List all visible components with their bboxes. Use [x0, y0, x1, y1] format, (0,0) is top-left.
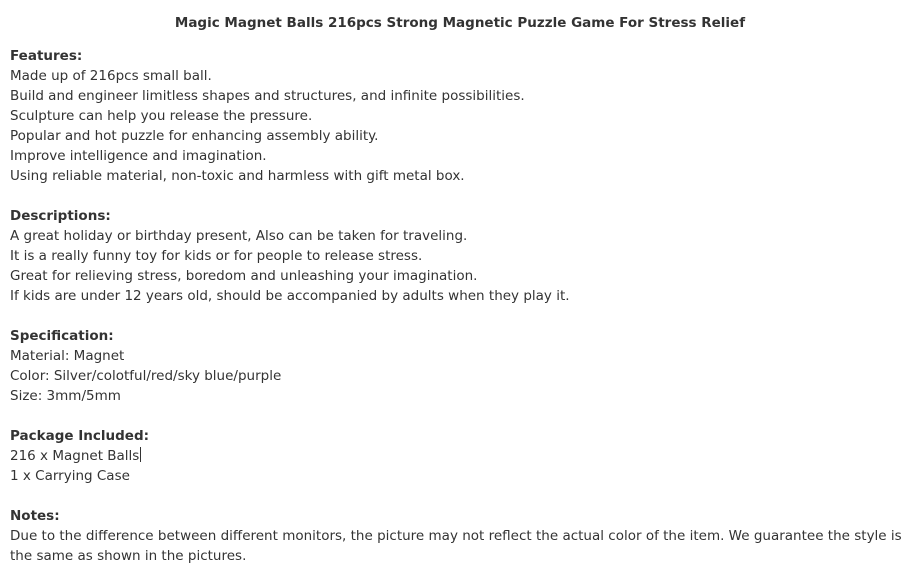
features-section: [10, 46, 910, 186]
notes-heading: Notes:: [10, 508, 60, 524]
spec-material: Material: Magnet: [10, 348, 125, 364]
package-line-with-caret[interactable]: [10, 446, 910, 466]
features-heading: Features:: [10, 48, 83, 64]
feature-line: Using reliable material, non-toxic and harmless with gift metal box.: [10, 168, 465, 184]
feature-line: Build and engineer limitless shapes and structures, and infinite possibilities.: [10, 88, 525, 104]
package-section: [10, 426, 910, 486]
specification-heading: Specification:: [10, 328, 114, 344]
feature-line: Improve intelligence and imagination.: [10, 148, 267, 164]
spec-size: Size: 3mm/5mm: [10, 388, 121, 404]
description-line: If kids are under 12 years old, should be accompanied by adults when they play it.: [10, 288, 570, 304]
spec-color: Color: Silver/colotful/red/sky blue/purple: [10, 368, 282, 384]
description-line: A great holiday or birthday present, Also can be taken for traveling.: [10, 228, 468, 244]
descriptions-heading: Descriptions:: [10, 208, 111, 224]
page-title: Magic Magnet Balls 216pcs Strong Magnetic Puzzle Game For Stress Relief: [174, 15, 746, 31]
description-line: It is a really funny toy for kids or for people to release stress.: [10, 248, 423, 264]
package-heading: Package Included:: [10, 428, 150, 444]
description-line: Great for relieving stress, boredom and unleashing your imagination.: [10, 268, 478, 284]
descriptions-section: [10, 206, 910, 306]
text-caret: [140, 447, 141, 462]
specification-section: [10, 326, 910, 406]
package-item: 216 x Magnet Balls: [10, 448, 140, 464]
feature-line: Popular and hot puzzle for enhancing assembly ability.: [10, 128, 379, 144]
notes-text: Due to the difference between different monitors, the picture may not reflect the actual color of the item. We guarantee the style is the same as shown in the pictures.: [10, 528, 902, 564]
feature-line: Made up of 216pcs small ball.: [10, 68, 212, 84]
notes-section: [10, 506, 910, 566]
feature-line: Sculpture can help you release the pressure.: [10, 108, 313, 124]
package-item: 1 x Carrying Case: [10, 468, 130, 484]
